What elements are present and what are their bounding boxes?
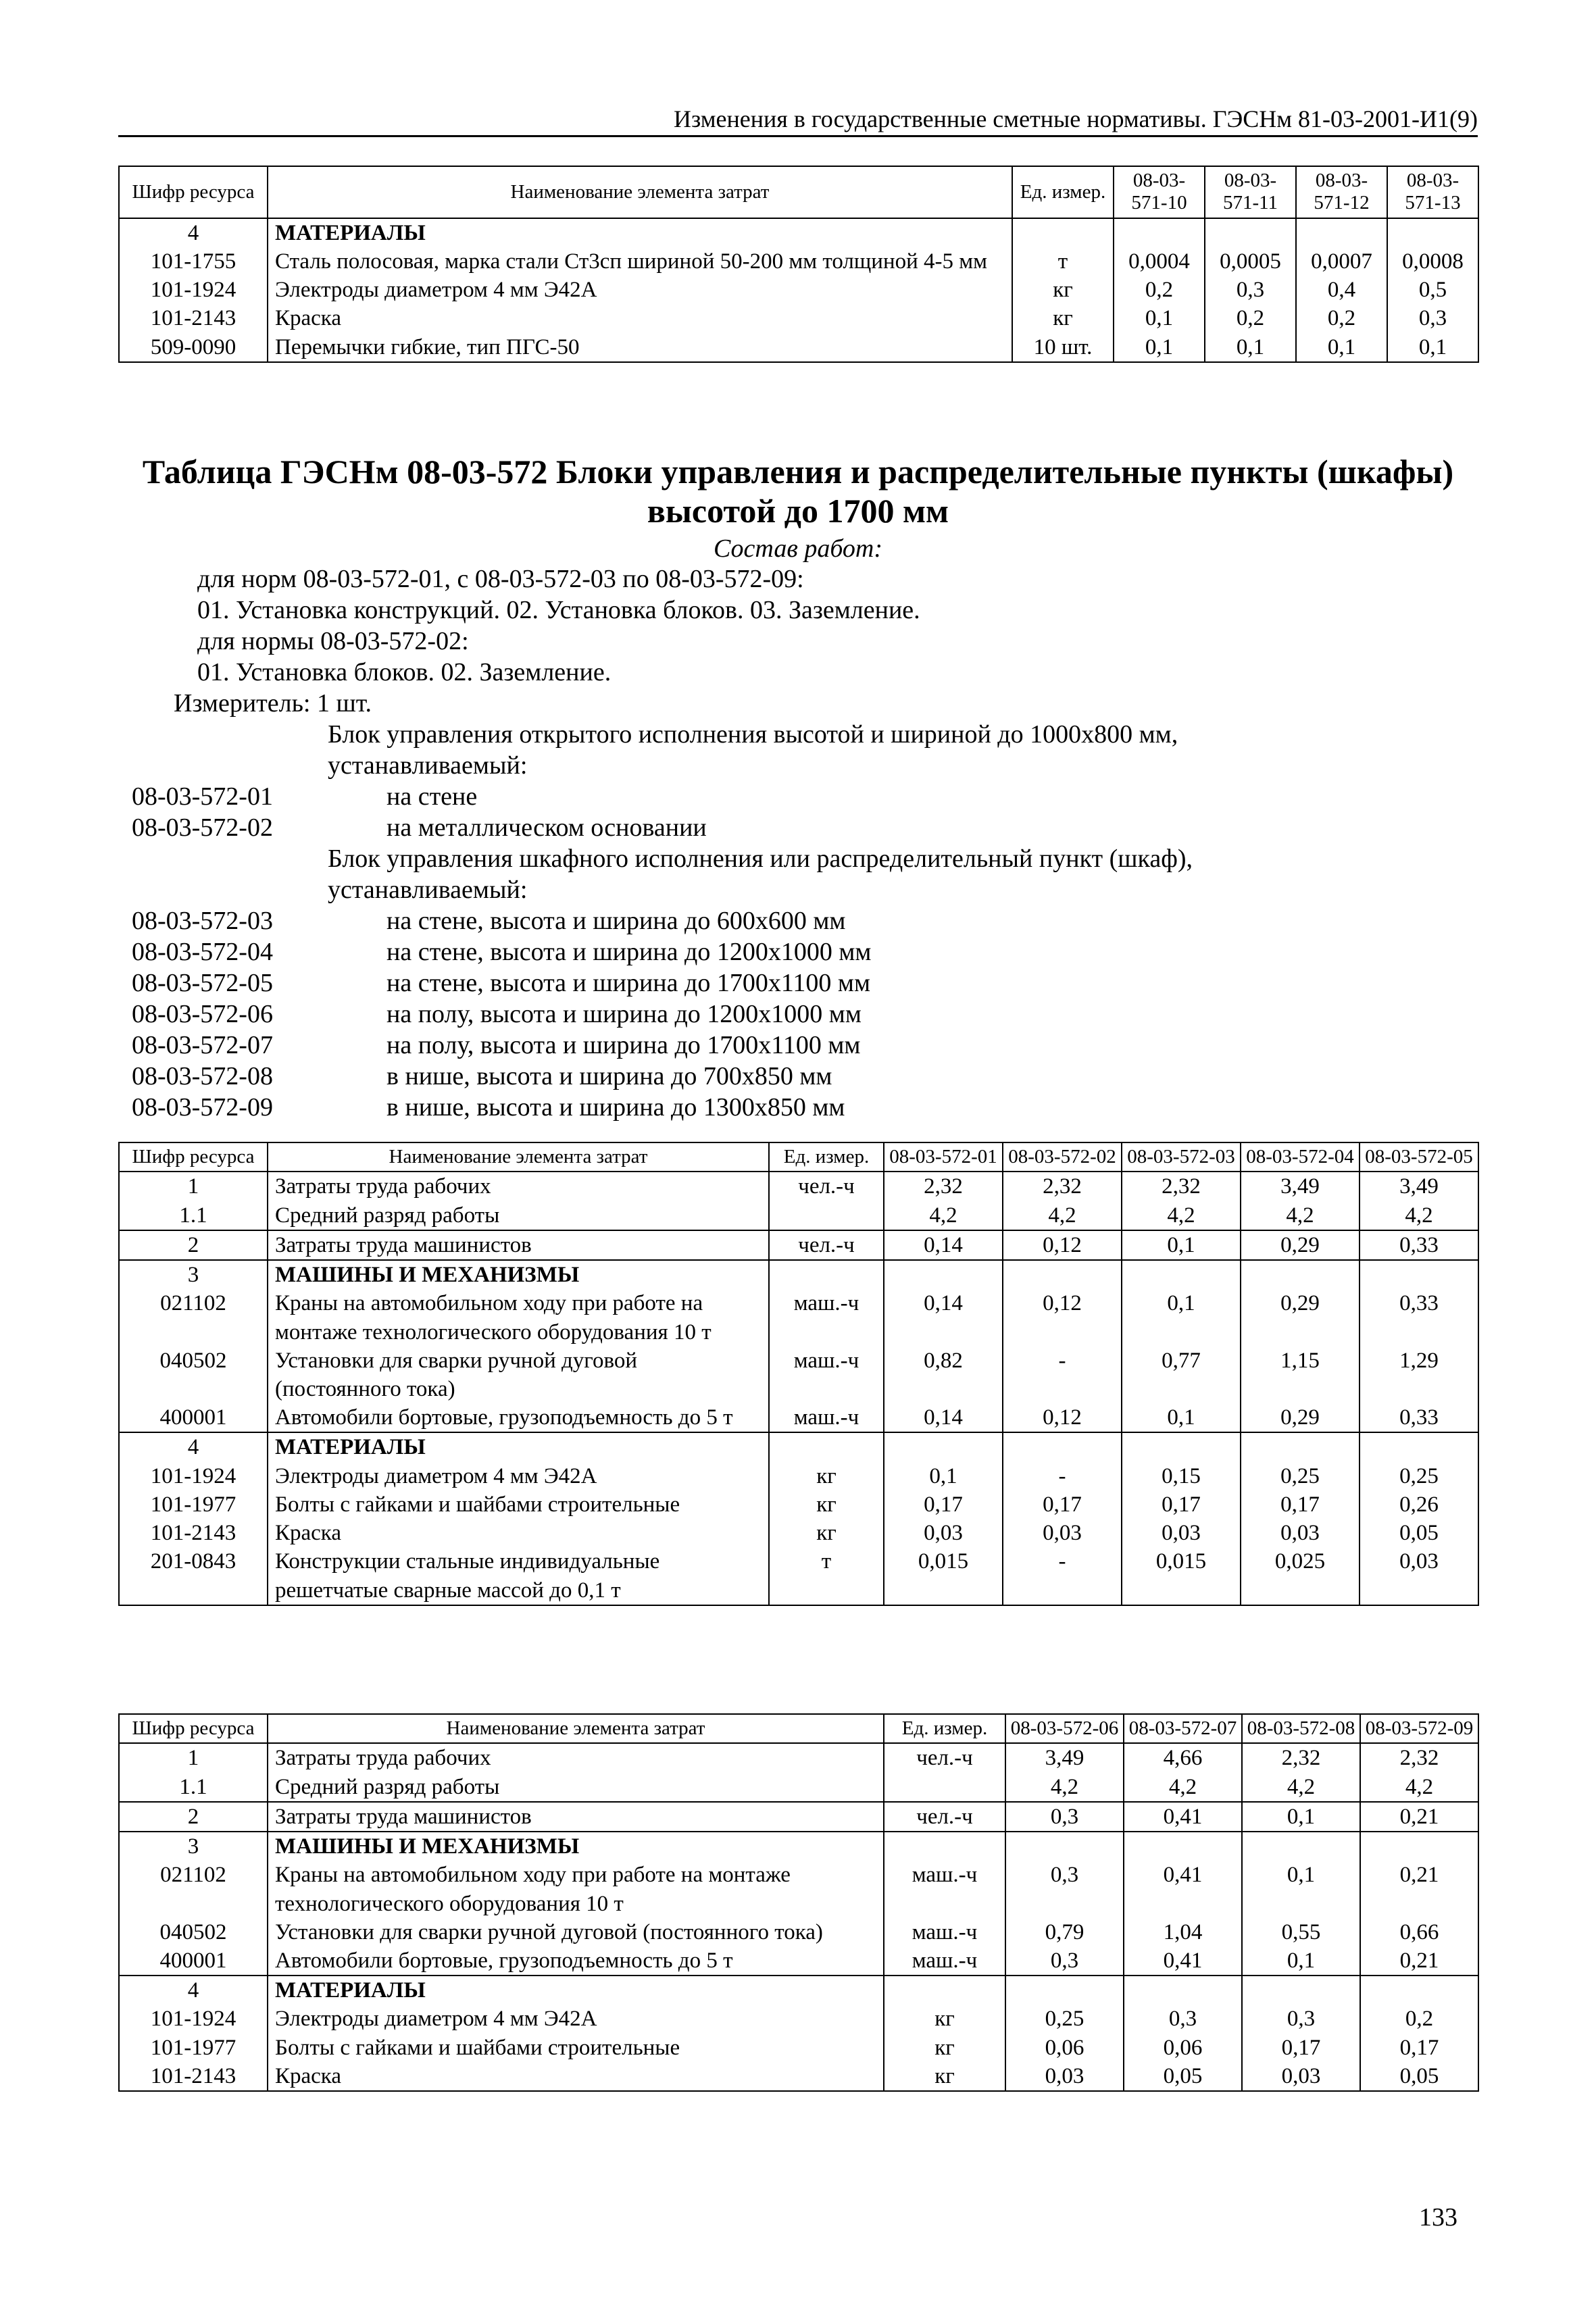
section-title-line2: высотой до 1700 мм xyxy=(647,492,949,530)
col-header-name: Наименование элемента затрат xyxy=(268,1142,769,1172)
table-row: 4 МАТЕРИАЛЫ xyxy=(119,1432,1478,1461)
work-line: 01. Установка блоков. 02. Заземление. xyxy=(197,658,612,686)
table-row: 1.1 Средний разряд работы 4,2 4,2 4,2 4,2 4,2 xyxy=(119,1201,1478,1230)
table-row: 021102 Краны на автомобильном ходу при работе на монтаже технологического оборудования 10 т маш.-ч 0,14 0,12 0,1 0,29 0,33 xyxy=(119,1289,1478,1346)
col-header-norm: 08-03-572-04 xyxy=(1241,1142,1360,1172)
norm-desc: на стене, высота и ширина до 1700х1100 мм xyxy=(386,969,871,997)
col-header-name: Наименование элемента затрат xyxy=(268,166,1012,218)
norm-desc: на стене, высота и ширина до 600х600 мм xyxy=(386,907,846,935)
col-header-unit: Ед. измер. xyxy=(884,1714,1005,1743)
table-row: 101-1977 Болты с гайками и шайбами строительные кг 0,06 0,06 0,17 0,17 xyxy=(119,2034,1478,2062)
col-header-norm: 08-03-572-05 xyxy=(1360,1142,1478,1172)
norm-desc: на металлическом основании xyxy=(386,813,707,842)
table-row: 509-0090 Перемычки гибкие, тип ПГС-50 10 шт. 0,1 0,1 0,1 0,1 xyxy=(119,333,1478,362)
table-row: 4 МАТЕРИАЛЫ xyxy=(119,218,1478,247)
norm-code: 08-03-572-09 xyxy=(132,1093,273,1122)
norm-desc: в нише, высота и ширина до 1300х850 мм xyxy=(386,1093,845,1122)
group-heading: Блок управления шкафного исполнения или распределительный пункт (шкаф), xyxy=(328,845,1193,873)
work-line: для нормы 08-03-572-02: xyxy=(197,627,469,655)
page-number: 133 xyxy=(1419,2203,1457,2232)
work-line: 01. Установка конструкций. 02. Установка блоков. 03. Заземление. xyxy=(197,596,920,624)
col-header-unit: Ед. измер. xyxy=(769,1142,884,1172)
table-572-01-05 xyxy=(118,1142,1479,1606)
table-row: 2 Затраты труда машинистов чел.-ч 0,14 0,12 0,1 0,29 0,33 xyxy=(119,1230,1478,1260)
col-header-norm: 08-03-572-06 xyxy=(1005,1714,1124,1743)
table-row: 1.1 Средний разряд работы 4,2 4,2 4,2 4,2 xyxy=(119,1773,1478,1802)
norm-desc: в нише, высота и ширина до 700х850 мм xyxy=(386,1062,832,1090)
table-row: 040502 Установки для сварки ручной дуговой (постоянного тока) маш.-ч 0,82 - 0,77 1,15 1,29 xyxy=(119,1347,1478,1403)
table-row: 201-0843 Конструкции стальные индивидуальные решетчатые сварные массой до 0,1 т т 0,015 - 0,015 0,025 0,03 xyxy=(119,1547,1478,1605)
norm-desc: на полу, высота и ширина до 1200х1000 мм xyxy=(386,1000,862,1028)
col-header-code: Шифр ресурса xyxy=(119,166,268,218)
norm-desc: на полу, высота и ширина до 1700х1100 мм xyxy=(386,1031,861,1059)
section-title-line1: Таблица ГЭСНм 08-03-572 Блоки управления и распределительные пункты (шкафы) xyxy=(142,453,1454,491)
col-header-norm: 08-03-571-10 xyxy=(1114,166,1205,218)
col-header-name: Наименование элемента затрат xyxy=(268,1714,884,1743)
col-header-code: Шифр ресурса xyxy=(119,1142,268,1172)
col-header-norm: 08-03-572-09 xyxy=(1360,1714,1478,1743)
col-header-norm: 08-03-572-08 xyxy=(1242,1714,1360,1743)
table-row: 101-1977 Болты с гайками и шайбами строительные кг 0,17 0,17 0,17 0,17 0,26 xyxy=(119,1490,1478,1519)
page-header: Изменения в государственные сметные нормативы. ГЭСНм 81-03-2001-И1(9) xyxy=(118,105,1478,137)
norm-code: 08-03-572-08 xyxy=(132,1062,273,1090)
table-row: 2 Затраты труда машинистов чел.-ч 0,3 0,41 0,1 0,21 xyxy=(119,1802,1478,1832)
table-row: 101-1924 Электроды диаметром 4 мм Э42А кг 0,2 0,3 0,4 0,5 xyxy=(119,276,1478,304)
col-header-norm: 08-03-572-07 xyxy=(1124,1714,1242,1743)
norm-code: 08-03-572-01 xyxy=(132,782,273,811)
table-row: 101-2143 Краска кг 0,03 0,03 0,03 0,03 0,05 xyxy=(119,1519,1478,1547)
table-row: 3 МАШИНЫ И МЕХАНИЗМЫ xyxy=(119,1832,1478,1861)
table-row: 400001 Автомобили бортовые, грузоподъемность до 5 т маш.-ч 0,3 0,41 0,1 0,21 xyxy=(119,1946,1478,1976)
table-header-row xyxy=(119,1142,1478,1172)
table-row: 040502 Установки для сварки ручной дуговой (постоянного тока) маш.-ч 0,79 1,04 0,55 0,66 xyxy=(119,1918,1478,1946)
table-row: 101-1755 Сталь полосовая, марка стали Ст3сп шириной 50-200 мм толщиной 4-5 мм т 0,0004 0,0005 0,0007 0,0008 xyxy=(119,247,1478,276)
table-row: 101-2143 Краска кг 0,1 0,2 0,2 0,3 xyxy=(119,304,1478,332)
norm-code: 08-03-572-02 xyxy=(132,813,273,842)
col-header-norm: 08-03-572-01 xyxy=(884,1142,1003,1172)
group-heading: устанавливаемый: xyxy=(328,751,528,780)
table-571-materials xyxy=(118,166,1479,363)
work-line: для норм 08-03-572-01, с 08-03-572-03 по 08-03-572-09: xyxy=(197,565,804,593)
table-row: 1 Затраты труда рабочих чел.-ч 2,32 2,32 2,32 3,49 3,49 xyxy=(119,1172,1478,1201)
col-header-norm: 08-03-571-11 xyxy=(1205,166,1296,218)
table-row: 101-1924 Электроды диаметром 4 мм Э42А кг 0,25 0,3 0,3 0,2 xyxy=(119,2005,1478,2033)
group-heading: устанавливаемый: xyxy=(328,876,528,904)
norm-code: 08-03-572-05 xyxy=(132,969,273,997)
table-row: 4 МАТЕРИАЛЫ xyxy=(119,1976,1478,2005)
work-composition-label: Состав работ: xyxy=(713,534,883,563)
norm-desc: на стене xyxy=(386,782,478,811)
col-header-code: Шифр ресурса xyxy=(119,1714,268,1743)
norm-code: 08-03-572-04 xyxy=(132,938,273,966)
norm-code: 08-03-572-06 xyxy=(132,1000,273,1028)
col-header-norm: 08-03-572-02 xyxy=(1003,1142,1122,1172)
table-row: 1 Затраты труда рабочих чел.-ч 3,49 4,66 2,32 2,32 xyxy=(119,1743,1478,1772)
table-row: 400001 Автомобили бортовые, грузоподъемность до 5 т маш.-ч 0,14 0,12 0,1 0,29 0,33 xyxy=(119,1403,1478,1432)
norm-code: 08-03-572-03 xyxy=(132,907,273,935)
table-row: 101-2143 Краска кг 0,03 0,05 0,03 0,05 xyxy=(119,2062,1478,2091)
norm-desc: на стене, высота и ширина до 1200х1000 мм xyxy=(386,938,872,966)
col-header-unit: Ед. измер. xyxy=(1012,166,1114,218)
table-row: 021102 Краны на автомобильном ходу при работе на монтаже технологического оборудования 10 т маш.-ч 0,3 0,41 0,1 0,21 xyxy=(119,1861,1478,1917)
table-572-06-09 xyxy=(118,1713,1479,2092)
group-heading: Блок управления открытого исполнения высотой и шириной до 1000х800 мм, xyxy=(328,720,1178,749)
col-header-norm: 08-03-571-13 xyxy=(1387,166,1478,218)
table-row: 101-1924 Электроды диаметром 4 мм Э42А кг 0,1 - 0,15 0,25 0,25 xyxy=(119,1462,1478,1490)
measure-unit: Измеритель: 1 шт. xyxy=(174,689,372,718)
table-header-row xyxy=(119,1714,1478,1743)
table-row: 3 МАШИНЫ И МЕХАНИЗМЫ xyxy=(119,1260,1478,1289)
col-header-norm: 08-03-571-12 xyxy=(1296,166,1387,218)
table-header-row xyxy=(119,166,1478,218)
col-header-norm: 08-03-572-03 xyxy=(1122,1142,1241,1172)
norm-code: 08-03-572-07 xyxy=(132,1031,273,1059)
